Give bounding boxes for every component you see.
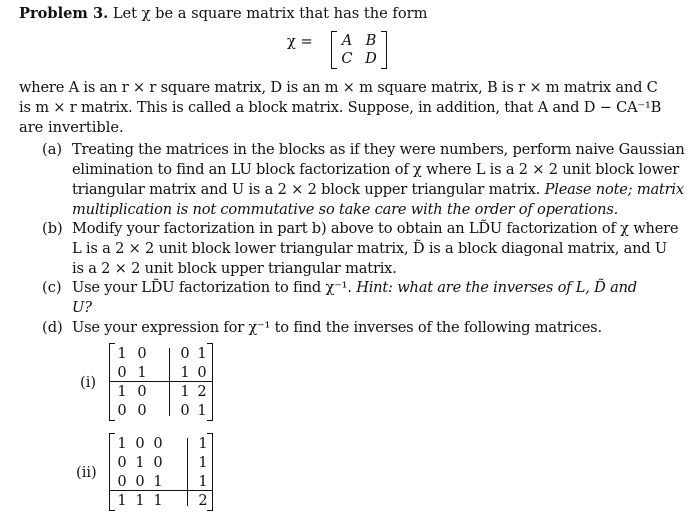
part-a-line-3-text: triangular matrix and U is a 2 × 2 block upper triangular matrix. xyxy=(72,181,541,198)
matrix-entry: 0 xyxy=(153,435,163,452)
matrix-i-label: (i) xyxy=(80,374,97,391)
part-b-line-2: L is a 2 × 2 unit block lower triangular matrix, D̃ is a block diagonal matrix, and U xyxy=(72,240,667,257)
part-a-note-end: multiplication is not commutative so take care with the order of operations. xyxy=(72,201,619,218)
matrix-entry: 0 xyxy=(197,364,207,381)
matrix-entry: 0 xyxy=(180,402,190,419)
part-d-line-1: Use your expression for χ⁻¹ to find the inverses of the following matrices. xyxy=(72,319,602,336)
part-c-hint: Hint: what are the inverses of L, D̃ and xyxy=(356,279,637,296)
matrix-i-row xyxy=(109,401,213,420)
matrix-entry: 1 xyxy=(198,454,208,471)
matrix-entry: 0 xyxy=(135,473,145,490)
part-c-line-1 xyxy=(72,278,637,297)
part-c-label: (c) xyxy=(42,279,62,296)
matrix-entry: 1 xyxy=(135,454,145,471)
matrix-ii-row xyxy=(109,453,213,472)
matrix-entry: 0 xyxy=(117,402,127,419)
matrix-ii-row xyxy=(109,434,213,453)
matrix-entry: 0 xyxy=(180,345,190,362)
matrix-entry: 1 xyxy=(135,492,145,509)
description-line-1: where A is an r × r square matrix, D is an m × m square matrix, B is r × m matrix and C xyxy=(19,79,658,96)
matrix-i-row xyxy=(109,363,213,382)
matrix-entry: 1 xyxy=(197,345,207,362)
part-c-line-2: U? xyxy=(72,299,93,316)
matrix-ii-row xyxy=(109,472,213,491)
part-a-note-start: Please note; matrix xyxy=(544,181,684,198)
matrix-entry: 1 xyxy=(117,383,127,400)
matrix-entry: 1 xyxy=(137,364,147,381)
matrix-ii xyxy=(109,433,213,511)
matrix-entry: 1 xyxy=(198,435,208,452)
matrix-entry: 2 xyxy=(198,492,208,509)
matrix-entry: 0 xyxy=(117,364,127,381)
chi-definition xyxy=(287,32,313,51)
problem-label: Problem 3. xyxy=(19,5,109,22)
part-a-label: (a) xyxy=(42,141,63,158)
description-line-3: are invertible. xyxy=(19,119,124,136)
matrix-entry: 1 xyxy=(197,402,207,419)
problem-intro: Let χ be a square matrix that has the form xyxy=(112,5,428,22)
matrix-entry: 1 xyxy=(180,383,190,400)
part-d-label: (d) xyxy=(42,319,63,336)
part-a-line-2: elimination to find an LU block factorization of χ where L is a 2 × 2 unit block lower xyxy=(72,161,680,178)
matrix-entry: 2 xyxy=(197,383,207,400)
matrix-entry: 0 xyxy=(137,383,147,400)
matrix-entry: 0 xyxy=(117,473,127,490)
matrix-cell-c: C xyxy=(341,50,353,67)
matrix-entry: 0 xyxy=(135,435,145,452)
matrix-entry: 1 xyxy=(117,435,127,452)
matrix-entry: 0 xyxy=(153,454,163,471)
part-a-line-3 xyxy=(72,180,684,199)
matrix-i-row xyxy=(109,344,213,363)
matrix-entry: 1 xyxy=(180,364,190,381)
matrix-entry: 0 xyxy=(117,454,127,471)
matrix-cell-a: A xyxy=(341,32,353,49)
block-matrix-chi xyxy=(331,31,387,69)
matrix-entry: 1 xyxy=(198,473,208,490)
part-b-line-3: is a 2 × 2 unit block upper triangular matrix. xyxy=(72,260,397,277)
chi-symbol: χ = xyxy=(287,33,313,50)
matrix-i xyxy=(109,343,213,421)
matrix-ii-label: (ii) xyxy=(76,464,97,481)
problem-intro-line xyxy=(19,4,427,23)
description-line-2: is m × r matrix. This is called a block matrix. Suppose, in addition, that A and D − CA⁻¹B xyxy=(19,99,662,116)
matrix-entry: 1 xyxy=(153,492,163,509)
part-c-line-1-text: Use your LD̃U factorization to find χ⁻¹. xyxy=(72,279,352,296)
part-b-label: (b) xyxy=(42,220,63,237)
matrix-i-row xyxy=(109,381,213,401)
matrix-entry: 0 xyxy=(137,345,147,362)
matrix-entry: 0 xyxy=(137,402,147,419)
matrix-entry: 1 xyxy=(117,492,127,509)
part-a-line-1: Treating the matrices in the blocks as if they were numbers, perform naive Gaussian xyxy=(72,141,685,158)
matrix-cell-b: B xyxy=(365,32,377,49)
part-b-line-1: Modify your factorization in part b) above to obtain an LD̃U factorization of χ where xyxy=(72,220,679,237)
matrix-ii-row xyxy=(109,490,213,510)
matrix-entry: 1 xyxy=(153,473,163,490)
matrix-cell-d: D xyxy=(365,50,377,67)
matrix-entry: 1 xyxy=(117,345,127,362)
